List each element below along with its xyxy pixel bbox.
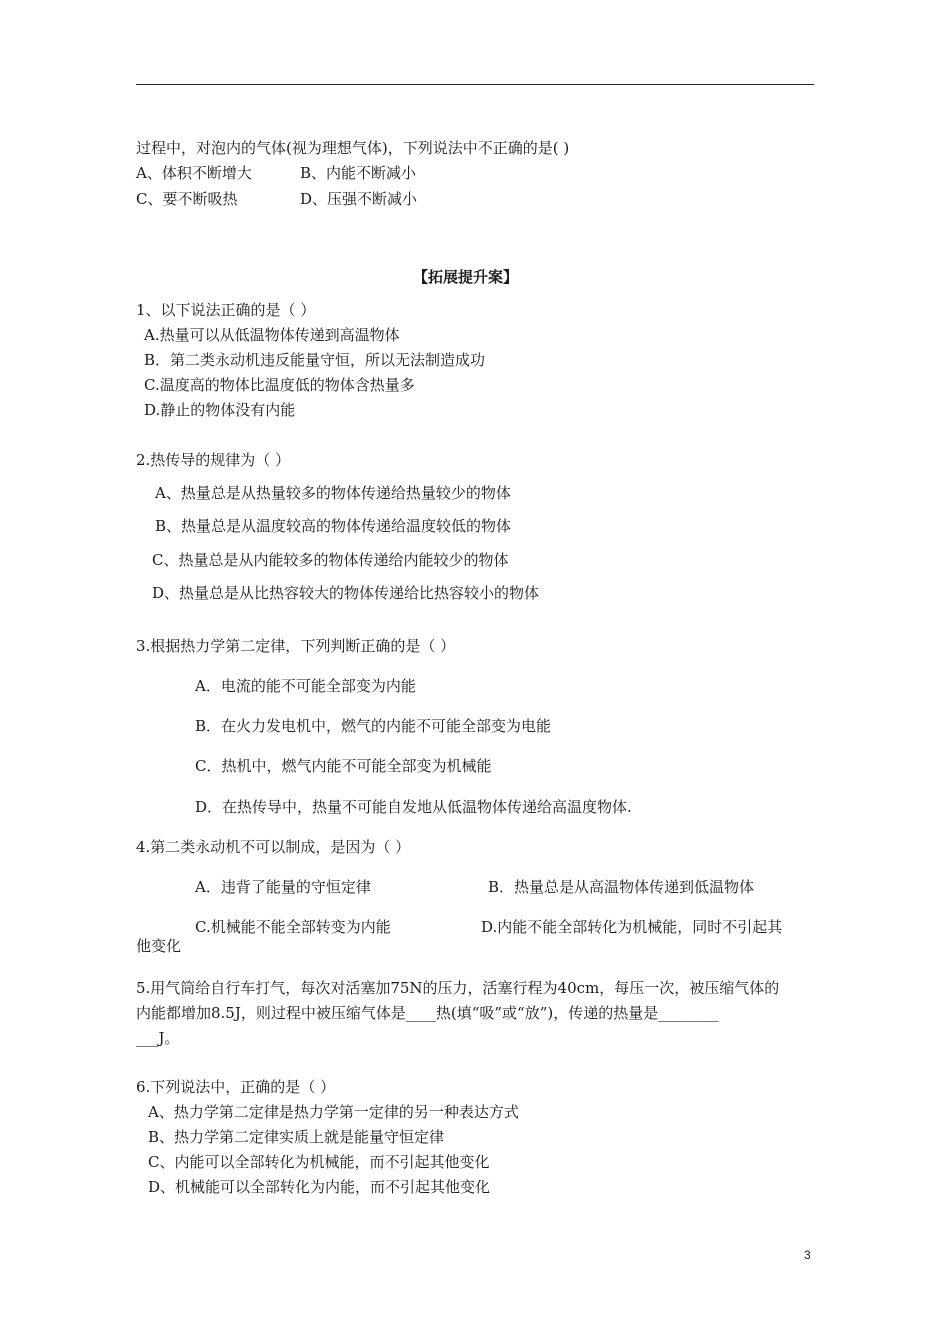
q3-option-b: B．在火力发电机中，燃气的内能不可能全部变为电能 <box>195 717 552 735</box>
q3-option-c: C．热机中，燃气内能不可能全部变为机械能 <box>195 757 492 775</box>
q6-stem: 6.下列说法中，正确的是（ ） <box>136 1078 336 1096</box>
q2-option-a: A、热量总是从热量较多的物体传递给热量较少的物体 <box>155 484 511 502</box>
q2-option-d: D、热量总是从比热容较大的物体传递给比热容较小的物体 <box>152 584 540 602</box>
top-question-stem: 过程中，对泡内的气体(视为理想气体)，下列说法中不正确的是( ) <box>136 139 570 157</box>
q1-option-a: A.热量可以从低温物体传递到高温物体 <box>144 326 400 344</box>
top-option-d: D、压强不断减小 <box>300 190 418 208</box>
q4-option-b: B．热量总是从高温物体传递到低温物体 <box>488 878 755 896</box>
q3-option-a: A．电流的能不可能全部变为内能 <box>195 677 416 695</box>
q4-option-d: D.内能不能全部转化为机械能，同时不引起其 <box>481 918 783 936</box>
q6-option-a: A、热力学第二定律是热力学第一定律的另一种表达方式 <box>148 1103 519 1121</box>
q5-line-3: ___J。 <box>136 1029 180 1047</box>
q5-line-1: 5.用气筒给自行车打气，每次对活塞加75N的压力，活塞行程为40cm，每压一次，被压缩气体的 <box>136 979 780 997</box>
q2-option-c: C、热量总是从内能较多的物体传递给内能较少的物体 <box>152 551 509 569</box>
q4-option-a: A．违背了能量的守恒定律 <box>195 878 371 896</box>
q6-option-d: D、机械能可以全部转化为内能，而不引起其他变化 <box>148 1178 491 1196</box>
q6-option-c: C、内能可以全部转化为机械能，而不引起其他变化 <box>148 1153 490 1171</box>
q1-option-c: C.温度高的物体比温度低的物体含热量多 <box>144 376 415 394</box>
q3-option-d: D．在热传导中，热量不可能自发地从低温物体传递给高温度物体. <box>195 798 632 816</box>
q1-stem: 1、以下说法正确的是（ ） <box>136 301 316 319</box>
top-option-b: B、内能不断减小 <box>300 164 417 182</box>
top-option-a: A、体积不断增大 <box>136 164 252 182</box>
q3-stem: 3.根据热力学第二定律，下列判断正确的是（ ） <box>136 637 456 655</box>
q4-option-c: C.机械能不能全部转变为内能 <box>195 918 391 936</box>
q2-stem: 2.热传导的规律为（ ） <box>136 451 291 469</box>
q6-option-b: B、热力学第二定律实质上就是能量守恒定律 <box>148 1128 445 1146</box>
page-number: 3 <box>804 1248 811 1262</box>
q5-line-2: 内能都增加8.5J，则过程中被压缩气体是____热(填“吸”或“放”)，传递的热量是________ <box>136 1004 719 1022</box>
section-title: 【拓展提升案】 <box>413 268 519 286</box>
top-option-c: C、要不断吸热 <box>136 190 238 208</box>
q1-option-d: D.静止的物体没有内能 <box>144 401 296 419</box>
q4-option-d-continued: 他变化 <box>136 937 182 955</box>
header-rule <box>136 84 814 85</box>
q4-stem: 4.第二类永动机不可以制成，是因为（ ） <box>136 838 411 856</box>
q1-option-b: B．第二类永动机违反能量守恒，所以无法制造成功 <box>144 351 486 369</box>
q2-option-b: B、热量总是从温度较高的物体传递给温度较低的物体 <box>155 517 512 535</box>
